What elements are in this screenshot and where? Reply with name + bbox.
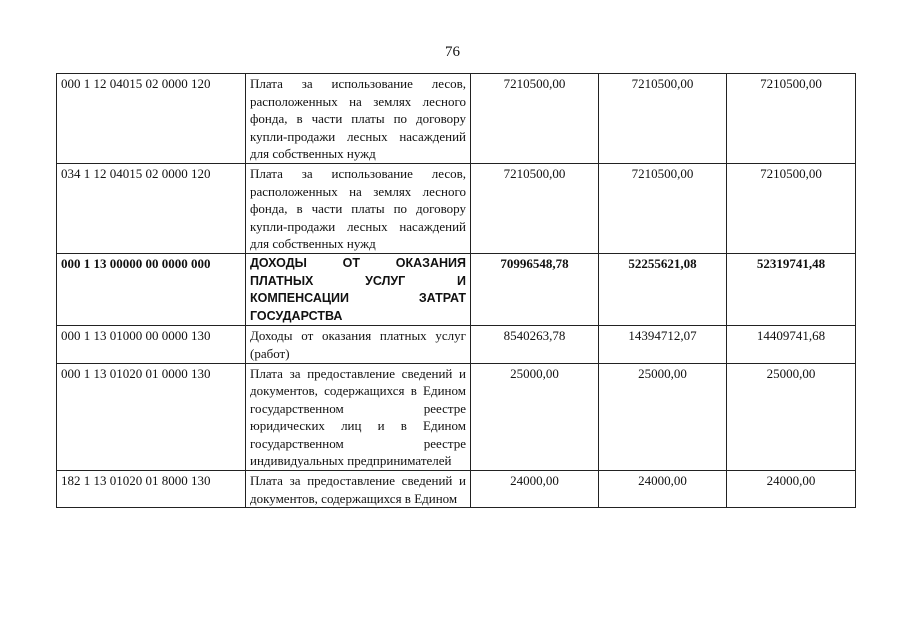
amount-year-2: 7210500,00 [599, 74, 727, 164]
amount-year-2: 7210500,00 [599, 163, 727, 253]
income-name: Доходы от оказания платных услуг (работ) [246, 326, 471, 363]
amount-year-1: 24000,00 [471, 471, 599, 508]
amount-year-3: 7210500,00 [727, 163, 856, 253]
amount-year-3: 52319741,48 [727, 253, 856, 325]
income-name: Плата за использование лесов, расположенных на землях лесного фонда, в части платы по договору купли-продажи лесных насаждений для собственных нужд [246, 163, 471, 253]
amount-year-2: 25000,00 [599, 363, 727, 471]
table-row [57, 74, 856, 164]
classification-code: 000 1 13 01000 00 0000 130 [57, 326, 246, 363]
amount-year-1: 25000,00 [471, 363, 599, 471]
amount-year-3: 25000,00 [727, 363, 856, 471]
amount-year-3: 14409741,68 [727, 326, 856, 363]
amount-year-1: 7210500,00 [471, 163, 599, 253]
classification-code: 034 1 12 04015 02 0000 120 [57, 163, 246, 253]
classification-code: 000 1 12 04015 02 0000 120 [57, 74, 246, 164]
table-row [57, 471, 856, 508]
amount-year-1: 7210500,00 [471, 74, 599, 164]
income-name: Плата за предоставление сведений и документов, содержащихся в Едином [246, 471, 471, 508]
amount-year-1: 8540263,78 [471, 326, 599, 363]
table-row [57, 326, 856, 363]
income-name: ДОХОДЫ ОТ ОКАЗАНИЯ ПЛАТНЫХ УСЛУГ И КОМПЕНСАЦИИ ЗАТРАТ ГОСУДАРСТВА [246, 253, 471, 325]
income-name: Плата за использование лесов, расположенных на землях лесного фонда, в части платы по договору купли-продажи лесных насаждений для собственных нужд [246, 74, 471, 164]
table-row-section-total [57, 253, 856, 325]
classification-code: 000 1 13 01020 01 0000 130 [57, 363, 246, 471]
amount-year-2: 24000,00 [599, 471, 727, 508]
amount-year-2: 52255621,08 [599, 253, 727, 325]
amount-year-3: 24000,00 [727, 471, 856, 508]
income-name: Плата за предоставление сведений и документов, содержащихся в Едином государственном реестре юридических лиц и в Едином государственном реестре индивидуальных предпринимателей [246, 363, 471, 471]
amount-year-2: 14394712,07 [599, 326, 727, 363]
classification-code: 000 1 13 00000 00 0000 000 [57, 253, 246, 325]
budget-income-table [56, 73, 856, 508]
classification-code: 182 1 13 01020 01 8000 130 [57, 471, 246, 508]
amount-year-1: 70996548,78 [471, 253, 599, 325]
page-number: 76 [445, 44, 460, 60]
table-row [57, 163, 856, 253]
amount-year-3: 7210500,00 [727, 74, 856, 164]
table-row [57, 363, 856, 471]
